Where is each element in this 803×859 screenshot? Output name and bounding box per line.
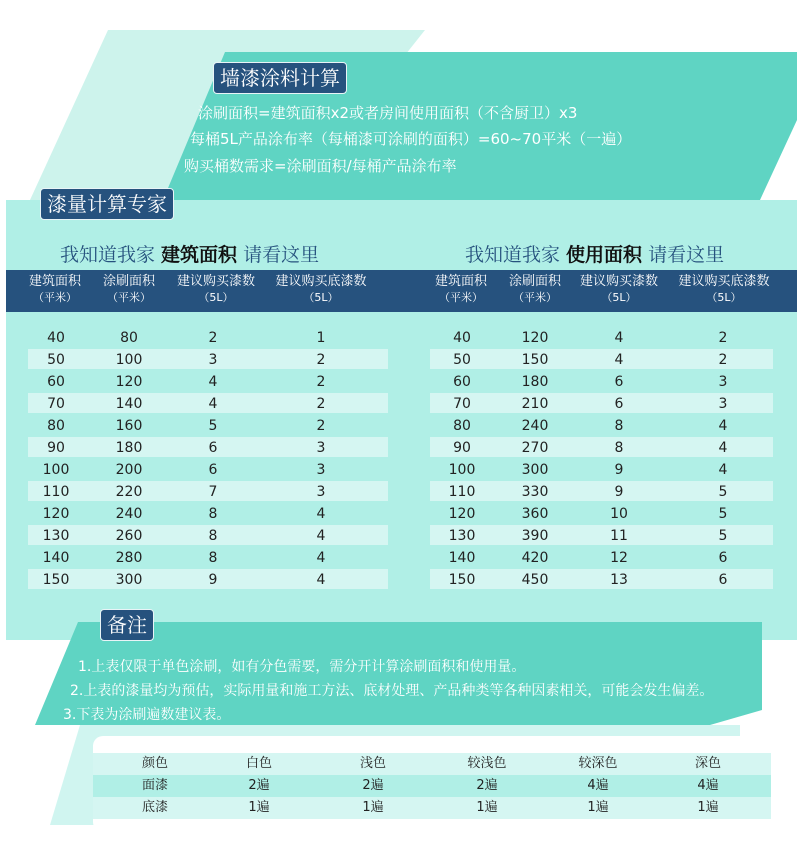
table-cell: 3	[718, 374, 728, 390]
left-col-3-header	[266, 274, 376, 306]
table-row	[28, 393, 388, 413]
table-row	[430, 525, 773, 545]
table-cell: 450	[521, 572, 549, 588]
table-cell: 浅色	[359, 756, 386, 771]
header-title: 墙漆涂料计算	[213, 62, 347, 94]
right-col-2-header	[569, 274, 669, 306]
left-heading	[60, 240, 319, 267]
table-cell: 4	[208, 374, 218, 390]
table-cell: 240	[521, 418, 549, 434]
coats-table	[93, 736, 771, 832]
table-row	[28, 547, 388, 567]
table-row	[430, 393, 773, 413]
table-cell: 180	[521, 374, 549, 390]
right-col-0-header	[426, 274, 496, 306]
table-cell: 180	[115, 440, 143, 456]
table-cell: 5	[718, 528, 728, 544]
col-label: 建议购买底漆数	[678, 274, 770, 289]
note-3: 3.下表为涂刷遍数建议表。	[63, 707, 231, 723]
table-cell: 4	[208, 396, 218, 412]
table-cell: 80	[120, 330, 138, 346]
note-1: 1.上表仅限于单色涂刷，如有分色需要，需分开计算涂刷面积和使用量。	[78, 659, 526, 675]
table-cell: 2	[316, 418, 326, 434]
table-cell: 120	[521, 330, 549, 346]
col-label: 涂刷面积	[102, 274, 155, 289]
table-cell: 40	[453, 330, 471, 346]
table-cell: 1遍	[587, 800, 609, 815]
table-cell: 5	[208, 418, 218, 434]
table-row	[93, 753, 771, 775]
table-row	[430, 459, 773, 479]
table-cell: 130	[42, 528, 70, 544]
col-unit: （平米）	[107, 291, 151, 304]
table-cell: 8	[208, 506, 218, 522]
formula-line-3: 购买桶数需求=涂刷面积/每桶产品涂布率	[184, 157, 457, 175]
table-cell: 150	[42, 572, 70, 588]
formula-line-2: 每桶5L产品涂布率（每桶漆可涂刷的面积）=60~70平米（一遍）	[190, 130, 632, 148]
table-cell: 2	[208, 330, 218, 346]
table-cell: 6	[208, 462, 218, 478]
table-cell: 较深色	[578, 756, 618, 771]
calc-table-header	[6, 270, 797, 312]
right-heading-pre: 我知道我家	[465, 244, 567, 266]
table-cell: 2	[718, 330, 728, 346]
table-cell: 9	[614, 484, 624, 500]
table-cell: 8	[208, 528, 218, 544]
table-row	[93, 797, 771, 819]
table-cell: 90	[453, 440, 471, 456]
table-row	[430, 481, 773, 501]
table-cell: 270	[521, 440, 549, 456]
table-cell: 110	[448, 484, 476, 500]
col-unit: （平米）	[439, 291, 483, 304]
table-cell: 6	[614, 374, 624, 390]
table-row	[93, 775, 771, 797]
table-row	[28, 525, 388, 545]
left-heading-post: 请看这里	[237, 244, 320, 266]
formula-line-1: 涂刷面积=建筑面积x2或者房间使用面积（不含厨卫）x3	[198, 104, 578, 122]
col-label: 涂刷面积	[508, 274, 561, 289]
table-cell: 4	[614, 352, 624, 368]
col-label: 建议购买漆数	[579, 274, 658, 289]
table-cell: 4	[316, 506, 326, 522]
table-cell: 8	[614, 418, 624, 434]
table-cell: 80	[47, 418, 65, 434]
table-cell: 120	[42, 506, 70, 522]
right-heading-bold: 使用面积	[566, 244, 643, 266]
table-cell: 8	[208, 550, 218, 566]
table-cell: 9	[614, 462, 624, 478]
table-cell: 6	[718, 550, 728, 566]
table-cell: 50	[453, 352, 471, 368]
table-cell: 4	[718, 440, 728, 456]
table-cell: 150	[448, 572, 476, 588]
table-cell: 100	[42, 462, 70, 478]
right-heading	[465, 240, 724, 267]
table-cell: 8	[614, 440, 624, 456]
table-cell: 260	[115, 528, 143, 544]
table-cell: 5	[718, 506, 728, 522]
table-cell: 9	[208, 572, 218, 588]
table-cell: 3	[316, 484, 326, 500]
col-label: 建议购买漆数	[176, 274, 255, 289]
table-cell: 40	[47, 330, 65, 346]
table-cell: 1遍	[362, 800, 384, 815]
table-cell: 220	[115, 484, 143, 500]
table-cell: 100	[448, 462, 476, 478]
table-cell: 13	[610, 572, 628, 588]
col-unit: （5L）	[198, 291, 234, 304]
table-row	[430, 349, 773, 369]
table-cell: 面漆	[141, 778, 168, 793]
table-row	[430, 547, 773, 567]
table-cell: 4遍	[697, 778, 719, 793]
table-cell: 240	[115, 506, 143, 522]
table-cell: 底漆	[141, 800, 168, 815]
table-cell: 420	[521, 550, 549, 566]
table-row	[28, 437, 388, 457]
table-cell: 300	[115, 572, 143, 588]
col-unit: （平米）	[33, 291, 77, 304]
col-label: 建议购买底漆数	[275, 274, 367, 289]
calc-title: 漆量计算专家	[40, 188, 174, 220]
table-row	[430, 327, 773, 347]
table-cell: 6	[208, 440, 218, 456]
table-cell: 较浅色	[467, 756, 507, 771]
table-row	[28, 459, 388, 479]
col-unit: （5L）	[601, 291, 637, 304]
table-cell: 4	[718, 462, 728, 478]
table-cell: 1	[316, 330, 326, 346]
table-cell: 70	[47, 396, 65, 412]
right-heading-post: 请看这里	[642, 244, 725, 266]
table-cell: 160	[115, 418, 143, 434]
table-cell: 1遍	[248, 800, 270, 815]
table-row	[430, 503, 773, 523]
table-row	[430, 415, 773, 435]
table-cell: 60	[453, 374, 471, 390]
table-cell: 70	[453, 396, 471, 412]
table-cell: 2遍	[248, 778, 270, 793]
table-row	[28, 415, 388, 435]
left-col-0-header	[20, 274, 90, 306]
table-cell: 3	[316, 462, 326, 478]
table-cell: 330	[521, 484, 549, 500]
table-cell: 140	[115, 396, 143, 412]
table-cell: 360	[521, 506, 549, 522]
left-heading-pre: 我知道我家	[60, 244, 162, 266]
table-cell: 110	[42, 484, 70, 500]
table-cell: 10	[610, 506, 628, 522]
table-cell: 4	[316, 550, 326, 566]
table-cell: 4	[614, 330, 624, 346]
note-2: 2.上表的漆量均为预估，实际用量和施工方法、底材处理、产品种类等各种因素相关，可能会发生偏差。	[70, 683, 714, 699]
table-cell: 50	[47, 352, 65, 368]
table-cell: 深色	[694, 756, 721, 771]
col-label: 建筑面积	[28, 274, 81, 289]
table-row	[430, 437, 773, 457]
table-cell: 白色	[245, 756, 272, 771]
table-cell: 140	[42, 550, 70, 566]
table-cell: 120	[448, 506, 476, 522]
table-cell: 280	[115, 550, 143, 566]
table-cell: 12	[610, 550, 628, 566]
table-cell: 4	[316, 528, 326, 544]
table-cell: 4遍	[587, 778, 609, 793]
right-col-1-header	[500, 274, 570, 306]
table-cell: 60	[47, 374, 65, 390]
table-row	[28, 503, 388, 523]
table-cell: 6	[614, 396, 624, 412]
table-cell: 390	[521, 528, 549, 544]
table-row	[28, 349, 388, 369]
table-cell: 130	[448, 528, 476, 544]
table-cell: 6	[718, 572, 728, 588]
table-row	[28, 327, 388, 347]
table-cell: 4	[316, 572, 326, 588]
col-unit: （5L）	[706, 291, 742, 304]
table-cell: 11	[610, 528, 628, 544]
table-cell: 颜色	[141, 756, 168, 771]
table-cell: 100	[115, 352, 143, 368]
table-cell: 2遍	[476, 778, 498, 793]
table-row	[28, 569, 388, 589]
table-cell: 80	[453, 418, 471, 434]
table-cell: 210	[521, 396, 549, 412]
table-cell: 150	[521, 352, 549, 368]
col-unit: （5L）	[303, 291, 339, 304]
col-label: 建筑面积	[434, 274, 487, 289]
table-cell: 3	[208, 352, 218, 368]
table-cell: 1遍	[476, 800, 498, 815]
table-cell: 3	[316, 440, 326, 456]
right-col-3-header	[669, 274, 779, 306]
table-cell: 2	[316, 352, 326, 368]
table-row	[28, 481, 388, 501]
table-cell: 5	[718, 484, 728, 500]
table-cell: 140	[448, 550, 476, 566]
table-cell: 3	[718, 396, 728, 412]
table-cell: 120	[115, 374, 143, 390]
left-col-2-header	[166, 274, 266, 306]
table-cell: 1遍	[697, 800, 719, 815]
table-cell: 7	[208, 484, 218, 500]
table-cell: 300	[521, 462, 549, 478]
table-cell: 2	[316, 396, 326, 412]
table-cell: 2遍	[362, 778, 384, 793]
table-row	[430, 569, 773, 589]
table-cell: 200	[115, 462, 143, 478]
left-heading-bold: 建筑面积	[161, 244, 238, 266]
table-cell: 2	[718, 352, 728, 368]
notes-title: 备注	[100, 609, 154, 641]
col-unit: （平米）	[513, 291, 557, 304]
table-cell: 90	[47, 440, 65, 456]
table-row	[28, 371, 388, 391]
table-cell: 4	[718, 418, 728, 434]
left-col-1-header	[94, 274, 164, 306]
table-row	[430, 371, 773, 391]
table-cell: 2	[316, 374, 326, 390]
